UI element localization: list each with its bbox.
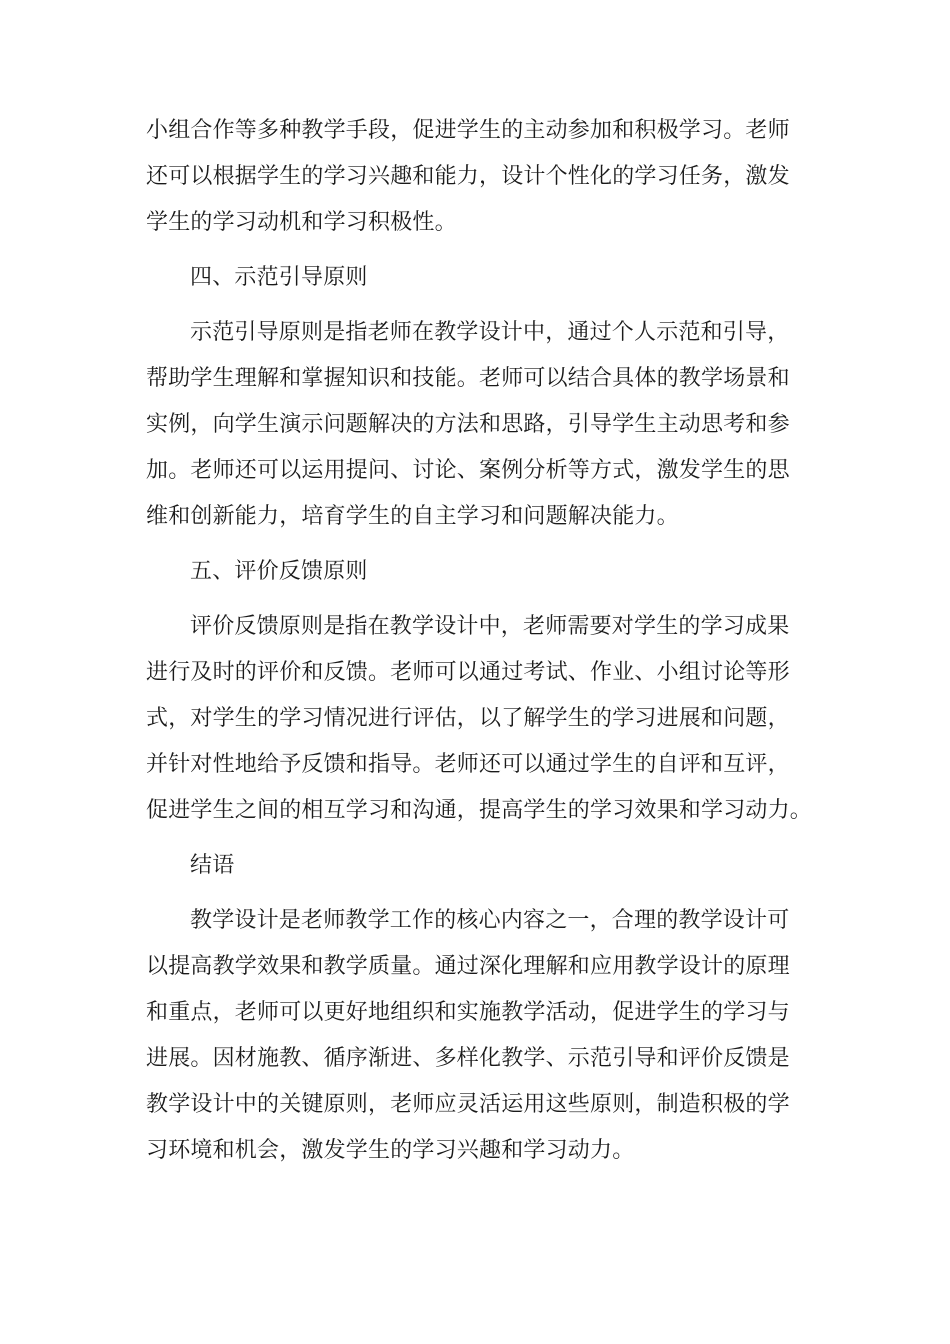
text-line: 并针对性地给予反馈和指导。老师还可以通过学生的自评和互评， [146,752,790,777]
text-line: 习环境和机会，激发学生的学习兴趣和学习动力。 [146,1138,635,1163]
text-line: 促进学生之间的相互学习和沟通，提高学生的学习效果和学习动力。 [146,798,813,823]
text-line: 式，对学生的学习情况进行评估，以了解学生的学习进展和问题， [146,706,790,731]
text-line: 教学设计是老师教学工作的核心内容之一，合理的教学设计可 [190,908,790,933]
paragraph-gap [146,246,806,255]
document-body [146,108,813,1174]
text-line: 教学设计中的关键原则，老师应灵活运用这些原则，制造积极的学 [146,1092,790,1117]
text-line: 实例，向学生演示问题解决的方法和思路，引导学生主动思考和参 [146,412,790,437]
text-line: 小组合作等多种教学手段，促进学生的主动参加和积极学习。老师 [146,118,790,143]
paragraph-gap [146,301,806,310]
text-line: 加。老师还可以运用提问、讨论、案例分析等方式，激发学生的思 [146,458,790,483]
text-line: 示范引导原则是指老师在教学设计中，通过个人示范和引导， [190,320,790,345]
text-line: 进行及时的评价和反馈。老师可以通过考试、作业、小组讨论等形 [146,660,790,685]
paragraph-gap [146,540,806,549]
text-line: 五、评价反馈原则 [190,559,368,584]
paragraph-gap [146,595,806,604]
text-line: 帮助学生理解和掌握知识和技能。老师可以结合具体的教学场景和 [146,366,790,391]
text-line: 评价反馈原则是指在教学设计中，老师需要对学生的学习成果 [190,614,790,639]
paragraph-gap [146,834,806,843]
text-line: 以提高教学效果和教学质量。通过深化理解和应用教学设计的原理 [146,954,790,979]
text-line: 和重点，老师可以更好地组织和实施教学活动，促进学生的学习与 [146,1000,790,1025]
text-line: 维和创新能力，培育学生的自主学习和问题解决能力。 [146,504,679,529]
text-line: 学生的学习动机和学习积极性。 [146,210,457,235]
text-line: 进展。因材施教、循序渐进、多样化教学、示范引导和评价反馈是 [146,1046,790,1071]
text-line: 结语 [190,853,235,878]
text-line: 四、示范引导原则 [190,265,368,290]
paragraph-gap [146,889,806,898]
text-line: 还可以根据学生的学习兴趣和能力，设计个性化的学习任务，激发 [146,164,790,189]
